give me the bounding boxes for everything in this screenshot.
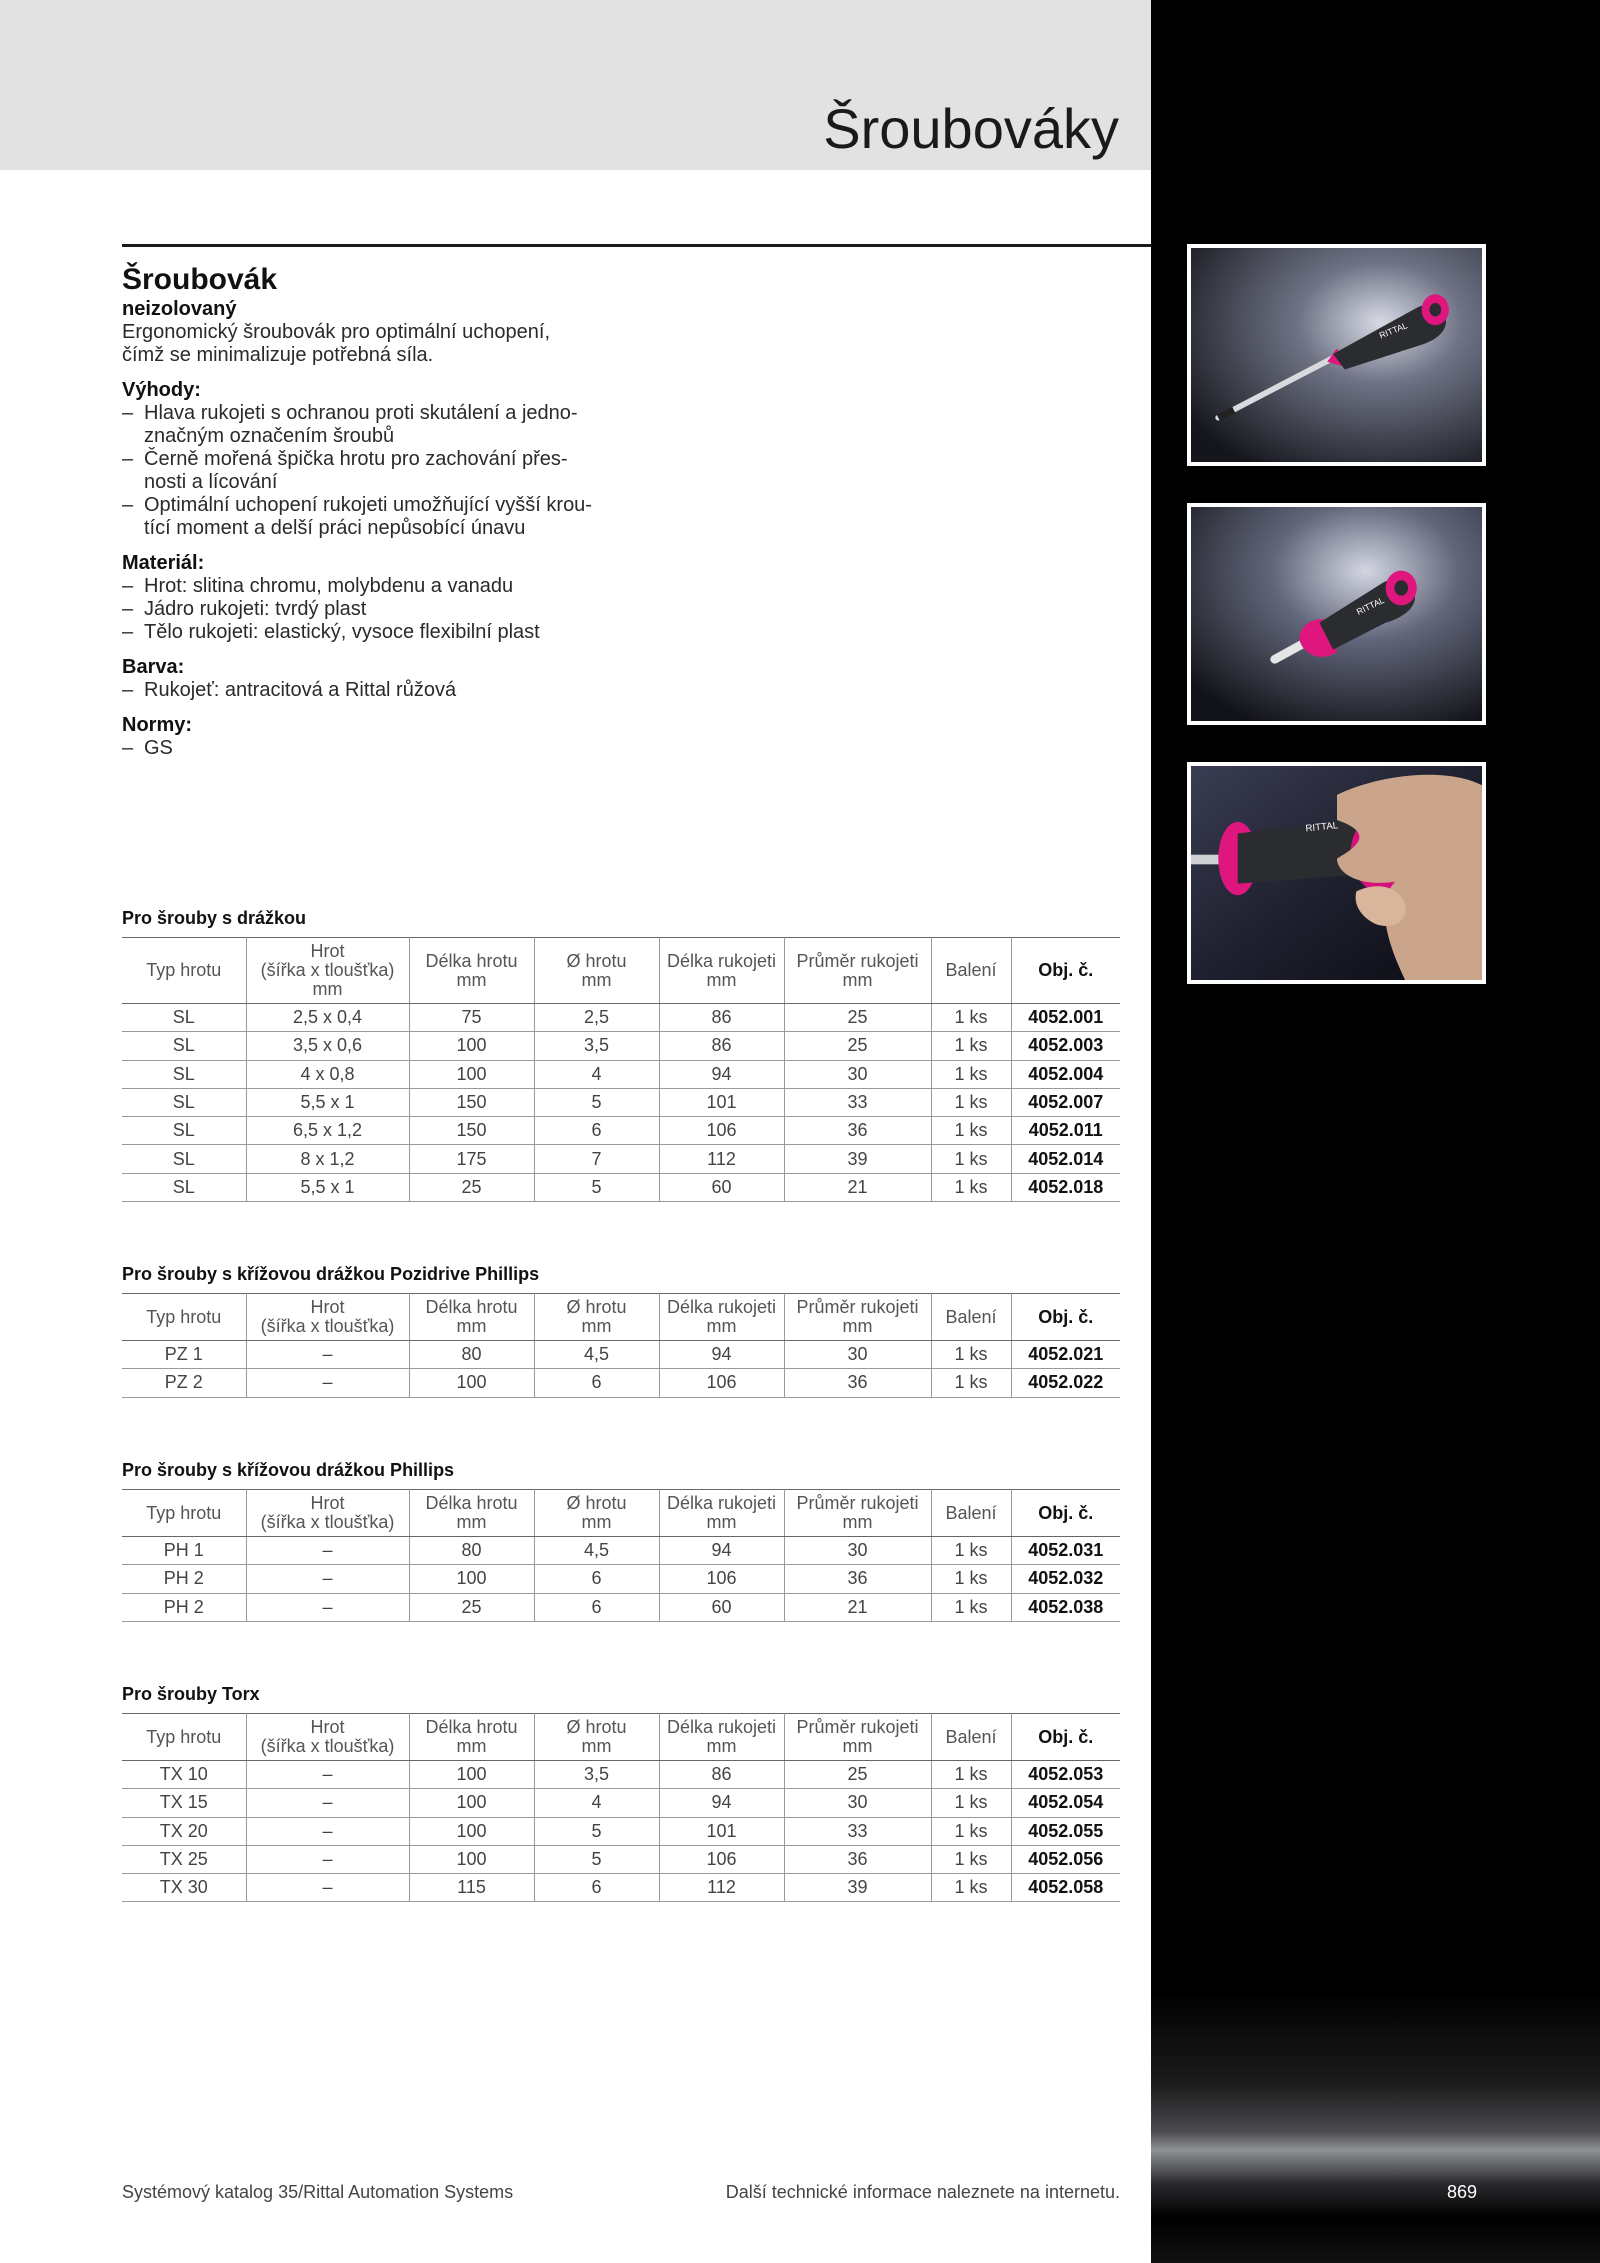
table-header-row xyxy=(122,1490,1120,1537)
col-tip-length: 115 xyxy=(409,1874,534,1902)
spec-table xyxy=(122,1489,1120,1622)
col-handle-length: 112 xyxy=(659,1874,784,1902)
table-row xyxy=(122,1173,1120,1201)
section-heading-material: Materiál: xyxy=(122,552,205,574)
table-title: Pro šrouby Torx xyxy=(122,1684,260,1704)
col-tip-diameter: 2,5 xyxy=(534,1004,659,1032)
col-package: 1 ks xyxy=(931,1565,1011,1593)
table-row xyxy=(122,1032,1120,1060)
col-tip-diameter: 3,5 xyxy=(534,1032,659,1060)
list-item: – GS xyxy=(122,737,622,760)
table-title: Pro šrouby s drážkou xyxy=(122,908,307,928)
col-tip-length: 25 xyxy=(409,1593,534,1621)
col-handle-diameter: 21 xyxy=(784,1173,931,1201)
col-tip-length-header: Délka hrotu mm xyxy=(409,1294,534,1341)
col-tip-size: – xyxy=(246,1817,409,1845)
col-package: 1 ks xyxy=(931,1845,1011,1873)
col-handle-diameter: 30 xyxy=(784,1060,931,1088)
col-tip-type-header: Typ hrotu xyxy=(122,1714,246,1761)
product-description xyxy=(122,262,622,760)
col-handle-diameter: 33 xyxy=(784,1088,931,1116)
col-handle-diameter: 36 xyxy=(784,1117,931,1145)
col-tip-type: PZ 1 xyxy=(122,1341,246,1369)
col-package: 1 ks xyxy=(931,1761,1011,1789)
norms-list xyxy=(122,737,622,760)
col-package: 1 ks xyxy=(931,1817,1011,1845)
right-photo-panel xyxy=(1151,0,1600,2263)
table-header-row xyxy=(122,1294,1120,1341)
list-item: – Černě mořená špička hrotu pro zachování přes- nosti a lícování xyxy=(122,448,622,494)
col-handle-length: 106 xyxy=(659,1565,784,1593)
col-tip-diameter: 6 xyxy=(534,1117,659,1145)
section-heading-benefits: Výhody: xyxy=(122,379,201,401)
col-handle-length: 106 xyxy=(659,1117,784,1145)
col-order-number: 4052.021 xyxy=(1011,1341,1120,1369)
col-handle-length: 60 xyxy=(659,1173,784,1201)
table-row xyxy=(122,1537,1120,1565)
page-number: 869 xyxy=(1446,2182,1478,2202)
col-order-number: 4052.038 xyxy=(1011,1593,1120,1621)
col-tip-length: 80 xyxy=(409,1537,534,1565)
col-tip-type: TX 15 xyxy=(122,1789,246,1817)
col-tip-size: 2,5 x 0,4 xyxy=(246,1004,409,1032)
col-tip-size: 3,5 x 0,6 xyxy=(246,1032,409,1060)
col-tip-size: 4 x 0,8 xyxy=(246,1060,409,1088)
col-handle-diameter: 30 xyxy=(784,1789,931,1817)
table-row xyxy=(122,1593,1120,1621)
col-tip-type: SL xyxy=(122,1145,246,1173)
col-package: 1 ks xyxy=(931,1145,1011,1173)
col-tip-diameter: 4,5 xyxy=(534,1341,659,1369)
col-tip-length-header: Délka hrotu mm xyxy=(409,1490,534,1537)
col-tip-size: – xyxy=(246,1845,409,1873)
col-handle-diameter: 36 xyxy=(784,1845,931,1873)
col-tip-size: – xyxy=(246,1537,409,1565)
col-order-number-header: Obj. č. xyxy=(1011,1294,1120,1341)
page-title: Šroubováky xyxy=(823,97,1119,160)
table-row xyxy=(122,1060,1120,1088)
col-package: 1 ks xyxy=(931,1032,1011,1060)
col-tip-type: SL xyxy=(122,1004,246,1032)
col-handle-diameter: 36 xyxy=(784,1565,931,1593)
table-row xyxy=(122,1369,1120,1397)
col-tip-type: SL xyxy=(122,1032,246,1060)
col-order-number-header: Obj. č. xyxy=(1011,938,1120,1004)
col-handle-diameter: 25 xyxy=(784,1032,931,1060)
col-tip-diameter: 6 xyxy=(534,1593,659,1621)
col-handle-length: 94 xyxy=(659,1341,784,1369)
spec-table xyxy=(122,1293,1120,1398)
col-handle-diameter-header: Průměr rukojeti mm xyxy=(784,1294,931,1341)
col-order-number: 4052.004 xyxy=(1011,1060,1120,1088)
col-package: 1 ks xyxy=(931,1369,1011,1397)
col-tip-type-header: Typ hrotu xyxy=(122,1294,246,1341)
col-handle-diameter-header: Průměr rukojeti mm xyxy=(784,1490,931,1537)
col-tip-size: – xyxy=(246,1565,409,1593)
col-tip-size: 8 x 1,2 xyxy=(246,1145,409,1173)
col-tip-type: SL xyxy=(122,1117,246,1145)
col-package-header: Balení xyxy=(931,1294,1011,1341)
list-item: – Hlava rukojeti s ochranou proti skutálení a jedno- značným označením šroubů xyxy=(122,402,622,448)
col-tip-size: 5,5 x 1 xyxy=(246,1173,409,1201)
col-order-number: 4052.055 xyxy=(1011,1817,1120,1845)
list-item: – Rukojeť: antracitová a Rittal růžová xyxy=(122,679,622,702)
col-tip-size: 5,5 x 1 xyxy=(246,1088,409,1116)
col-tip-diameter: 6 xyxy=(534,1874,659,1902)
col-tip-size: – xyxy=(246,1761,409,1789)
col-tip-type: PH 1 xyxy=(122,1537,246,1565)
col-package: 1 ks xyxy=(931,1593,1011,1621)
col-handle-diameter: 30 xyxy=(784,1341,931,1369)
table-row xyxy=(122,1088,1120,1116)
col-handle-length: 86 xyxy=(659,1761,784,1789)
table-title: Pro šrouby s křížovou drážkou Pozidrive Phillips xyxy=(122,1264,540,1284)
col-tip-size: – xyxy=(246,1593,409,1621)
col-handle-diameter: 33 xyxy=(784,1817,931,1845)
col-handle-diameter-header: Průměr rukojeti mm xyxy=(784,1714,931,1761)
col-package: 1 ks xyxy=(931,1537,1011,1565)
col-tip-length: 175 xyxy=(409,1145,534,1173)
col-tip-size: – xyxy=(246,1341,409,1369)
col-handle-length: 60 xyxy=(659,1593,784,1621)
col-order-number: 4052.014 xyxy=(1011,1145,1120,1173)
col-tip-length: 25 xyxy=(409,1173,534,1201)
list-item: – Jádro rukojeti: tvrdý plast xyxy=(122,598,622,621)
col-order-number: 4052.018 xyxy=(1011,1173,1120,1201)
col-tip-diameter: 7 xyxy=(534,1145,659,1173)
table-row xyxy=(122,1565,1120,1593)
footer-catalog: Systémový katalog 35/Rittal Automation Systems xyxy=(122,2182,514,2202)
col-package: 1 ks xyxy=(931,1341,1011,1369)
col-tip-length: 100 xyxy=(409,1565,534,1593)
col-order-number: 4052.003 xyxy=(1011,1032,1120,1060)
col-handle-diameter: 21 xyxy=(784,1593,931,1621)
col-tip-length-header: Délka hrotu mm xyxy=(409,1714,534,1761)
col-handle-diameter: 25 xyxy=(784,1004,931,1032)
col-package: 1 ks xyxy=(931,1173,1011,1201)
col-tip-type: PH 2 xyxy=(122,1593,246,1621)
col-tip-type: TX 10 xyxy=(122,1761,246,1789)
col-handle-length: 101 xyxy=(659,1088,784,1116)
col-tip-diameter-header: Ø hrotu mm xyxy=(534,1294,659,1341)
col-handle-diameter: 39 xyxy=(784,1874,931,1902)
brand-logo: RITTAL xyxy=(1377,320,1409,341)
col-package: 1 ks xyxy=(931,1874,1011,1902)
col-order-number: 4052.001 xyxy=(1011,1004,1120,1032)
col-tip-diameter: 5 xyxy=(534,1173,659,1201)
benefits-list xyxy=(122,402,622,540)
screwdriver-long-photo xyxy=(1187,244,1486,466)
col-tip-type: SL xyxy=(122,1173,246,1201)
col-order-number: 4052.031 xyxy=(1011,1537,1120,1565)
col-order-number: 4052.022 xyxy=(1011,1369,1120,1397)
col-handle-diameter: 25 xyxy=(784,1761,931,1789)
col-handle-length-header: Délka rukojeti mm xyxy=(659,1714,784,1761)
col-tip-type-header: Typ hrotu xyxy=(122,1490,246,1537)
col-package-header: Balení xyxy=(931,1714,1011,1761)
col-handle-length: 112 xyxy=(659,1145,784,1173)
col-tip-length: 100 xyxy=(409,1032,534,1060)
col-handle-length: 94 xyxy=(659,1789,784,1817)
col-tip-length: 100 xyxy=(409,1789,534,1817)
list-item: – Tělo rukojeti: elastický, vysoce flexibilní plast xyxy=(122,621,622,644)
torx-table-block xyxy=(122,1684,1120,1902)
col-handle-length: 86 xyxy=(659,1004,784,1032)
table-row xyxy=(122,1004,1120,1032)
screwdriver-in-hand-photo xyxy=(1187,762,1486,984)
brand-logo: RITTAL xyxy=(1354,595,1386,617)
col-tip-type: SL xyxy=(122,1088,246,1116)
col-handle-length-header: Délka rukojeti mm xyxy=(659,1490,784,1537)
intro-line: čímž se minimalizuje potřebná síla. xyxy=(122,344,434,366)
col-tip-size-header: Hrot (šířka x tloušťka) xyxy=(246,1294,409,1341)
col-tip-type: PZ 2 xyxy=(122,1369,246,1397)
col-tip-type: PH 2 xyxy=(122,1565,246,1593)
section-heading-color: Barva: xyxy=(122,656,185,678)
col-tip-diameter: 4 xyxy=(534,1789,659,1817)
col-handle-diameter: 39 xyxy=(784,1145,931,1173)
col-order-number: 4052.007 xyxy=(1011,1088,1120,1116)
col-handle-diameter: 36 xyxy=(784,1369,931,1397)
footer-info: Další technické informace naleznete na internetu. xyxy=(725,2182,1120,2202)
table-row xyxy=(122,1145,1120,1173)
col-package: 1 ks xyxy=(931,1789,1011,1817)
col-tip-type: TX 30 xyxy=(122,1874,246,1902)
table-row xyxy=(122,1845,1120,1873)
col-tip-length: 80 xyxy=(409,1341,534,1369)
col-tip-size: – xyxy=(246,1789,409,1817)
col-handle-diameter: 30 xyxy=(784,1537,931,1565)
product-subtitle: neizolovaný xyxy=(122,298,237,320)
col-tip-length: 100 xyxy=(409,1845,534,1873)
col-tip-size: – xyxy=(246,1874,409,1902)
col-handle-length: 86 xyxy=(659,1032,784,1060)
material-list xyxy=(122,575,622,644)
col-tip-type: TX 25 xyxy=(122,1845,246,1873)
col-order-number: 4052.056 xyxy=(1011,1845,1120,1873)
col-package-header: Balení xyxy=(931,938,1011,1004)
col-package-header: Balení xyxy=(931,1490,1011,1537)
col-tip-type: TX 20 xyxy=(122,1817,246,1845)
col-order-number: 4052.032 xyxy=(1011,1565,1120,1593)
col-handle-length-header: Délka rukojeti mm xyxy=(659,938,784,1004)
col-order-number: 4052.053 xyxy=(1011,1761,1120,1789)
col-tip-diameter: 4,5 xyxy=(534,1537,659,1565)
col-package: 1 ks xyxy=(931,1117,1011,1145)
col-tip-size-header: Hrot (šířka x tloušťka) xyxy=(246,1714,409,1761)
col-tip-length: 100 xyxy=(409,1761,534,1789)
color-list xyxy=(122,679,622,702)
col-order-number: 4052.011 xyxy=(1011,1117,1120,1145)
col-tip-diameter: 3,5 xyxy=(534,1761,659,1789)
col-tip-size: 6,5 x 1,2 xyxy=(246,1117,409,1145)
phillips-table-block xyxy=(122,1460,1120,1622)
col-handle-length-header: Délka rukojeti mm xyxy=(659,1294,784,1341)
product-intro xyxy=(122,321,622,367)
screwdriver-stubby-photo xyxy=(1187,503,1486,725)
col-order-number-header: Obj. č. xyxy=(1011,1490,1120,1537)
col-tip-size-header: Hrot (šířka x tloušťka) xyxy=(246,1490,409,1537)
table-row xyxy=(122,1874,1120,1902)
intro-line: Ergonomický šroubovák pro optimální uchopení, xyxy=(122,321,551,343)
col-tip-length: 100 xyxy=(409,1060,534,1088)
col-tip-length: 150 xyxy=(409,1088,534,1116)
spec-table xyxy=(122,1713,1120,1902)
col-package: 1 ks xyxy=(931,1088,1011,1116)
col-tip-length: 100 xyxy=(409,1369,534,1397)
col-tip-diameter: 5 xyxy=(534,1817,659,1845)
col-handle-length: 94 xyxy=(659,1537,784,1565)
col-tip-size-header: Hrot (šířka x tloušťka) mm xyxy=(246,938,409,1004)
table-row xyxy=(122,1341,1120,1369)
col-tip-diameter-header: Ø hrotu mm xyxy=(534,938,659,1004)
table-title: Pro šrouby s křížovou drážkou Phillips xyxy=(122,1460,455,1480)
col-order-number: 4052.058 xyxy=(1011,1874,1120,1902)
col-handle-length: 106 xyxy=(659,1369,784,1397)
col-handle-diameter-header: Průměr rukojeti mm xyxy=(784,938,931,1004)
col-handle-length: 94 xyxy=(659,1060,784,1088)
col-tip-length: 75 xyxy=(409,1004,534,1032)
col-order-number: 4052.054 xyxy=(1011,1789,1120,1817)
col-tip-type-header: Typ hrotu xyxy=(122,938,246,1004)
section-rule xyxy=(122,244,1151,247)
col-tip-length: 150 xyxy=(409,1117,534,1145)
col-tip-length: 100 xyxy=(409,1817,534,1845)
col-tip-diameter-header: Ø hrotu mm xyxy=(534,1490,659,1537)
col-tip-diameter: 4 xyxy=(534,1060,659,1088)
col-tip-length-header: Délka hrotu mm xyxy=(409,938,534,1004)
col-tip-diameter: 5 xyxy=(534,1088,659,1116)
table-row xyxy=(122,1761,1120,1789)
col-tip-type: SL xyxy=(122,1060,246,1088)
col-handle-length: 101 xyxy=(659,1817,784,1845)
col-package: 1 ks xyxy=(931,1060,1011,1088)
col-handle-length: 106 xyxy=(659,1845,784,1873)
pozidrive-table-block xyxy=(122,1264,1120,1398)
spec-table xyxy=(122,937,1120,1202)
col-package: 1 ks xyxy=(931,1004,1011,1032)
table-row xyxy=(122,1817,1120,1845)
table-header-row xyxy=(122,1714,1120,1761)
product-name: Šroubovák xyxy=(122,263,278,296)
section-heading-norms: Normy: xyxy=(122,714,193,736)
col-order-number-header: Obj. č. xyxy=(1011,1714,1120,1761)
slotted-screws-table-block xyxy=(122,908,1120,1202)
col-tip-size: – xyxy=(246,1369,409,1397)
brand-logo: RITTAL xyxy=(1305,820,1339,835)
table-header-row xyxy=(122,938,1120,1004)
col-tip-diameter: 5 xyxy=(534,1845,659,1873)
table-row xyxy=(122,1117,1120,1145)
list-item: – Hrot: slitina chromu, molybdenu a vanadu xyxy=(122,575,622,598)
list-item: – Optimální uchopení rukojeti umožňující vyšší krou- tící moment a delší práci nepůsobící únavu xyxy=(122,494,622,540)
col-tip-diameter: 6 xyxy=(534,1369,659,1397)
col-tip-diameter: 6 xyxy=(534,1565,659,1593)
table-row xyxy=(122,1789,1120,1817)
col-tip-diameter-header: Ø hrotu mm xyxy=(534,1714,659,1761)
